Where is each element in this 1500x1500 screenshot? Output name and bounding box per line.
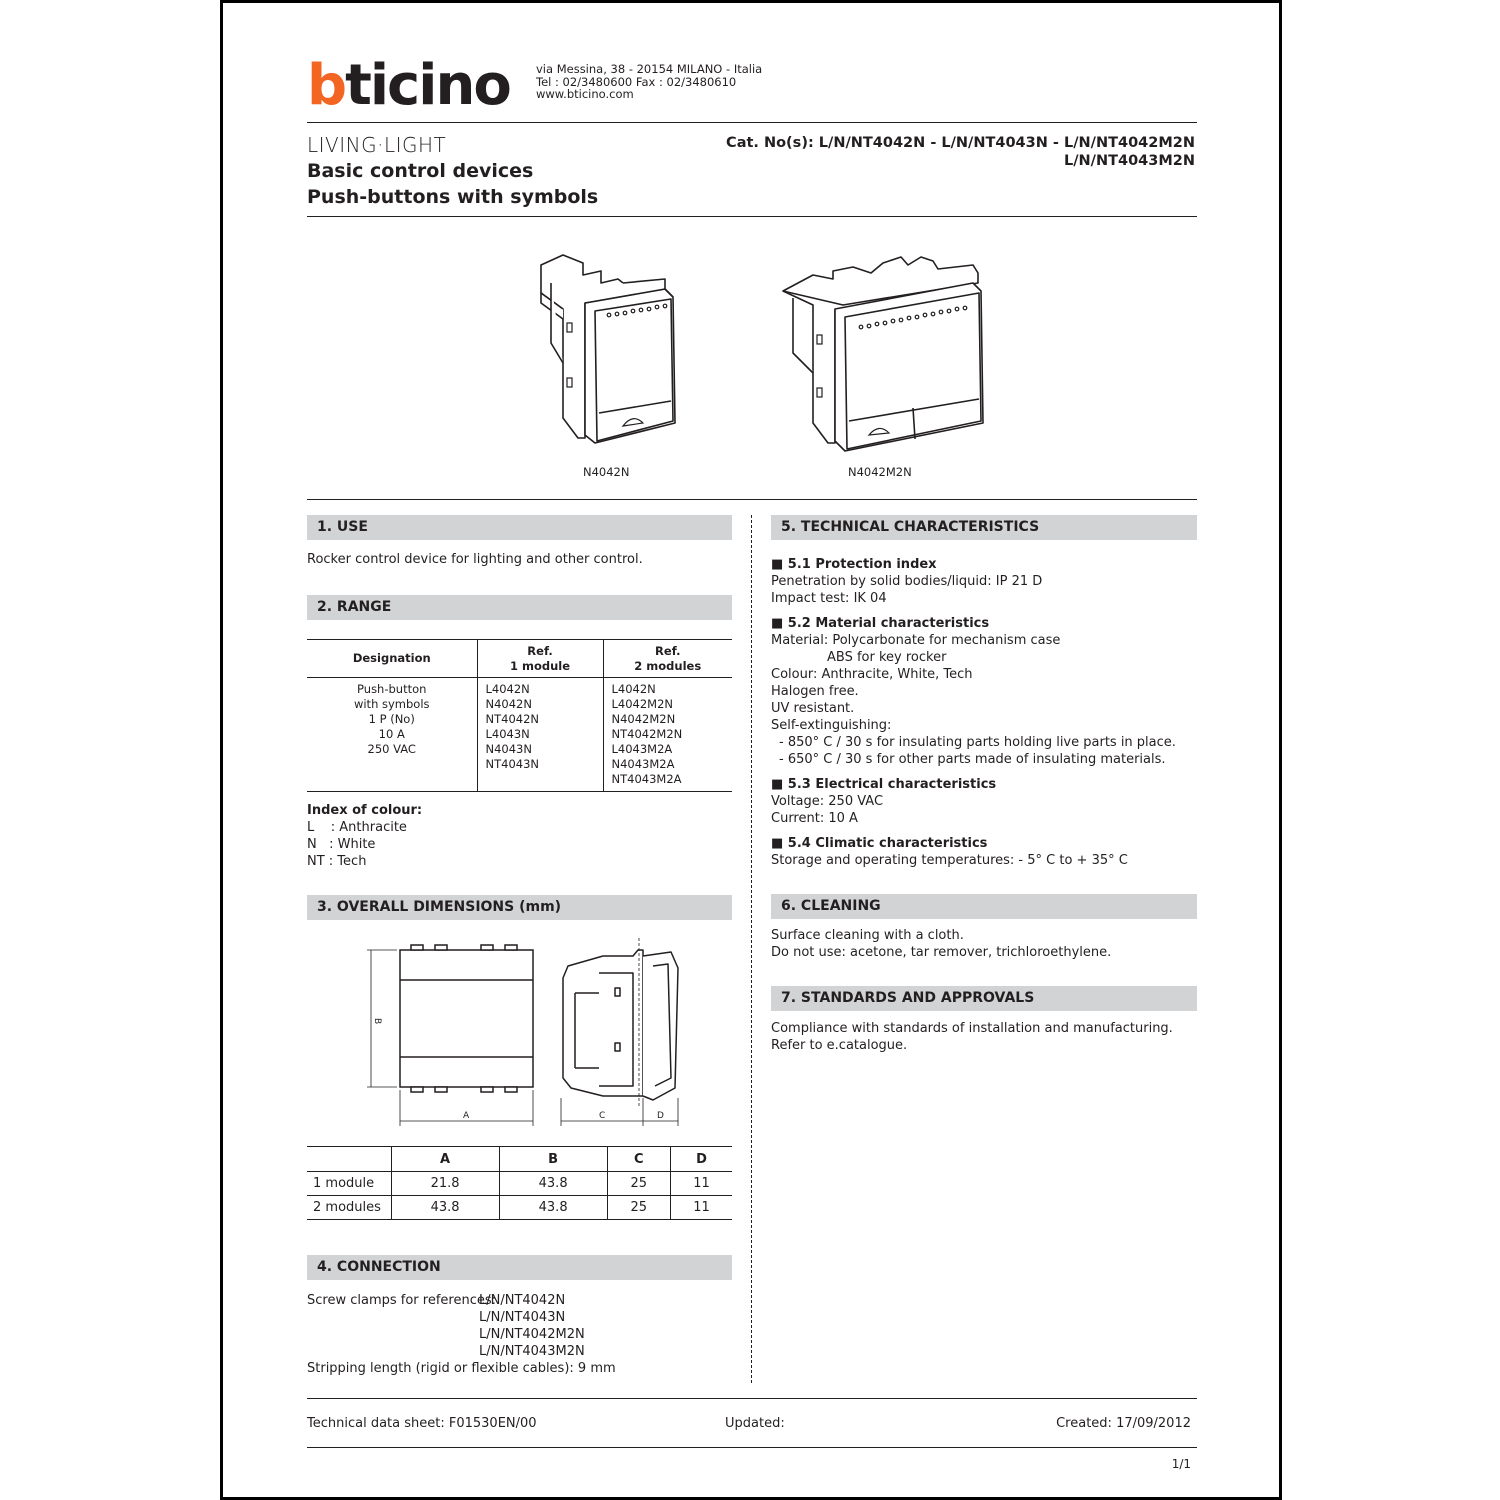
dim-col-c: C (607, 1147, 670, 1172)
updated-label: Updated: (725, 1416, 785, 1431)
designation-cell: Push-button with symbols 1 P (No) 10 A 250 VAC (353, 682, 430, 756)
images-rule (307, 499, 1197, 500)
range-col-ref-1: Ref. 1 module (477, 640, 603, 678)
column-divider (751, 515, 752, 1383)
dim-col-d: D (670, 1147, 732, 1172)
website-line: www.bticino.com (536, 87, 634, 101)
range-col-designation: Designation (307, 640, 477, 678)
page-number: 1/1 (1171, 1457, 1191, 1471)
section-standards-heading: 7. STANDARDS AND APPROVALS (771, 986, 1197, 1011)
range-table-header (307, 640, 732, 678)
image-caption-2: N4042M2N (848, 465, 912, 479)
footer-rule-bottom (307, 1447, 1197, 1448)
brand-line: LIVING·LIGHT (307, 133, 447, 157)
section-dimensions-heading: 3. OVERALL DIMENSIONS (mm) (307, 895, 732, 920)
product-image-1-module (523, 243, 683, 448)
dim-col-a: A (391, 1147, 499, 1172)
stripping-length: Stripping length (rigid or flexible cables): 9 mm (307, 1361, 616, 1376)
section-connection-heading: 4. CONNECTION (307, 1255, 732, 1280)
dimensions-drawing (353, 938, 683, 1133)
protection-index: ■ 5.1 Protection index Penetration by solid bodies/liquid: IP 21 D Impact test: IK 04 (771, 557, 1043, 606)
dim-label-b: B (372, 1018, 382, 1025)
dim-col-b: B (499, 1147, 607, 1172)
dimensions-header-row (307, 1147, 732, 1172)
section-range-heading: 2. RANGE (307, 595, 732, 620)
bticino-logo: bticino (307, 53, 510, 118)
range-table (307, 639, 732, 792)
table-row: 1 module 21.8 43.8 25 11 (307, 1172, 732, 1196)
dim-label-c: C (599, 1111, 606, 1121)
connection-refs: L/N/NT4042N L/N/NT4043N L/N/NT4042M2N L/N/NT4043M2N (479, 1293, 585, 1359)
image-caption-1: N4042N (583, 465, 630, 479)
dim-label-d: D (657, 1111, 664, 1121)
footer-rule-top (307, 1398, 1197, 1399)
climatic-characteristics: ■ 5.4 Climatic characteristics Storage and operating temperatures: - 5° C to + 35° C (771, 836, 1128, 868)
datasheet-page (220, 0, 1282, 1500)
address-line: via Messina, 38 - 20154 MILANO - Italia (536, 62, 763, 76)
catalogue-numbers: Cat. No(s): L/N/NT4042N - L/N/NT4043N - L/N/NT4042M2N L/N/NT4043M2N (726, 135, 1195, 169)
company-address (536, 63, 762, 101)
connection-label: Screw clamps for references: (307, 1293, 497, 1308)
created-date: Created: 17/09/2012 (1056, 1416, 1191, 1431)
range-col-ref-2: Ref. 2 modules (603, 640, 732, 678)
title-rule (307, 216, 1197, 217)
section-technical-heading: 5. TECHNICAL CHARACTERISTICS (771, 515, 1197, 540)
document-title: Basic control devices (307, 160, 534, 182)
phone-line: Tel : 02/3480600 Fax : 02/3480610 (536, 74, 737, 89)
dimensions-table (307, 1146, 732, 1220)
use-text: Rocker control device for lighting and other control. (307, 552, 643, 567)
document-subtitle: Push-buttons with symbols (307, 186, 599, 208)
cleaning-text: Surface cleaning with a cloth. Do not use: acetone, tar remover, trichloroethylene. (771, 928, 1112, 960)
electrical-characteristics: ■ 5.3 Electrical characteristics Voltage: 250 VAC Current: 10 A (771, 777, 997, 826)
colour-index: Index of colour: L : Anthracite N : White NT : Tech (307, 803, 423, 869)
section-use-heading: 1. USE (307, 515, 732, 540)
table-row (307, 678, 732, 792)
colour-index-title: Index of colour: (307, 803, 423, 818)
datasheet-number: Technical data sheet: F01530EN/00 (307, 1416, 537, 1431)
refs-1-module-cell: L4042N N4042N NT4042N L4043N N4043N NT4043N (477, 678, 603, 792)
material-characteristics: ■ 5.2 Material characteristics Material: Polycarbonate for mechanism case ABS for key rocker Colour: Anthracite, White, Tech Halogen free. UV resistant. Self-extinguishing: - 850° C / 30 s for insulating parts holding live parts in place. - 650° C / 30 s for other parts made of insulating materials. (771, 616, 1176, 767)
product-image-2-modules (773, 243, 988, 453)
dim-label-a: A (463, 1111, 470, 1121)
standards-text: Compliance with standards of installation and manufacturing. Refer to e.catalogue. (771, 1021, 1173, 1053)
section-cleaning-heading: 6. CLEANING (771, 894, 1197, 919)
table-row: 2 modules 43.8 43.8 25 11 (307, 1196, 732, 1220)
header-rule (307, 122, 1197, 123)
refs-2-modules-cell: L4042N L4042M2N N4042M2N NT4042M2N L4043M2A N4043M2A NT4043M2A (603, 678, 732, 792)
